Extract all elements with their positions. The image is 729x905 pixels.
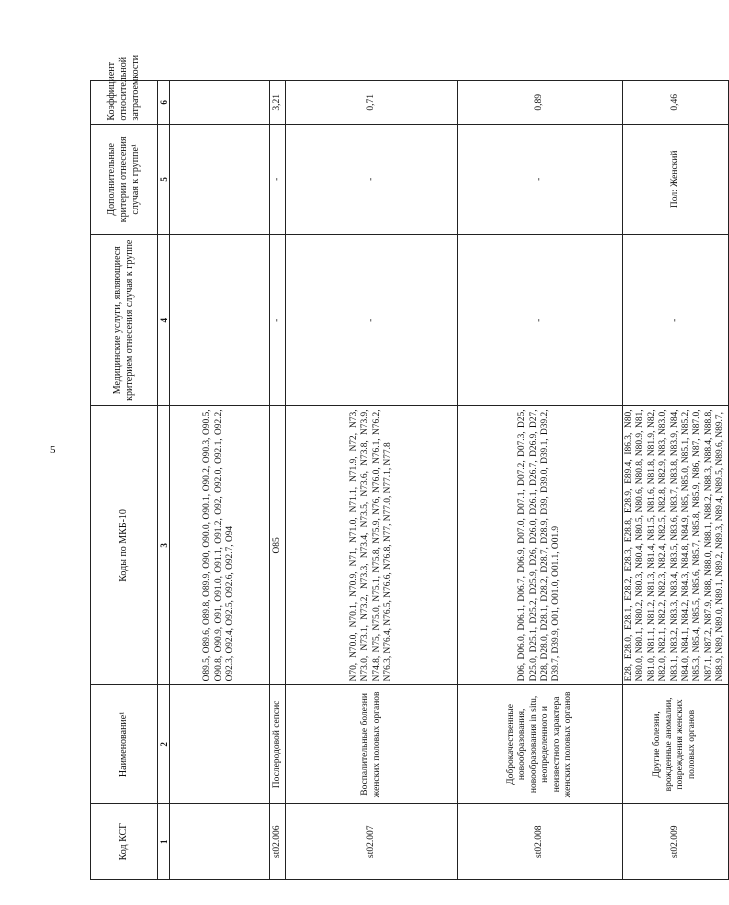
ksg-code: st02.007 [286, 804, 458, 880]
header-row [91, 81, 158, 880]
services: - [623, 235, 729, 406]
table-row [170, 81, 270, 880]
table-row [623, 81, 729, 880]
ksg-name: Доброкачественные новообразования, новообразования in situ, неопределенного и неизвестного характера женских половых органов [458, 685, 623, 804]
ksg-code [170, 804, 270, 880]
header-code: Код КСГ [91, 804, 158, 880]
ksg-code: st02.006 [270, 804, 286, 880]
column-number: 4 [158, 235, 170, 406]
header-criteria: Дополнительные критерии отнесения случая к группе¹ [91, 124, 158, 234]
services: - [458, 235, 623, 406]
column-number-row [158, 81, 170, 880]
criteria: - [286, 124, 458, 234]
column-number: 3 [158, 406, 170, 685]
column-number: 1 [158, 804, 170, 880]
ksg-name [170, 685, 270, 804]
services: - [286, 235, 458, 406]
column-number: 2 [158, 685, 170, 804]
ksg-code: st02.009 [623, 804, 729, 880]
header-name: Наименование¹ [91, 685, 158, 804]
icd-codes: E28, E28.0, E28.1, E28.2, E28.3, E28.8, E28.9, E89.4, I86.3, N80, N80.0, N80.1, N80.2, N80.3, N80.4, N80.5, N80.6, N80.8, N80.9, N81, N81.0, N81.1, N81.2, N81.3, N81.4, N81.5, N81.6, N81.8, N81.9, N82, N82.0, N82.1, N82.2, N82.3, N82.4, N82.5, N82.8, N82.9, N83, N83.0, N83.1, N83.2, N83.3, N83.4, N83.5, N83.6, N83.7, N83.8, N83.9, N84, N84.0, N84.1, N84.2, N84.3, N84.8, N84.9, N85, N85.0, N85.1, N85.2, N85.3, N85.4, N85.5, N85.6, N85.7, N85.8, N85.9, N86, N87, N87.0, N87.1, N87.2, N87.9, N88, N88.0, N88.1, N88.2, N88.3, N88.4, N88.8, N88.9, N89, N89.0, N89.1, N89.2, N89.3, N89.4, N89.5, N89.6, N89.7, [623, 406, 729, 685]
icd-codes: O89.5, O89.6, O89.8, O89.9, O90, O90.0, O90.1, O90.2, O90.3, O90.5, O90.8, O90.9, O91, O91.0, O91.1, O91.2, O92, O92.0, O92.1, O92.2, O92.3, O92.4, O92.5, O92.6, O92.7, O94 [170, 406, 270, 685]
table-row [270, 81, 286, 880]
criteria [170, 124, 270, 234]
coefficient: 0,46 [623, 81, 729, 125]
table-row [286, 81, 458, 880]
icd-codes: N70, N70.0, N70.1, N70.9, N71, N71.0, N71.1, N71.9, N72, N73, N73.0, N73.1, N73.2, N73.3, N73.4, N73.5, N73.6, N73.8, N73.9, N74.8, N75, N75.0, N75.1, N75.8, N75.9, N76, N76.0, N76.1, N76.2, N76.3, N76.4, N76.5, N76.6, N76.8, N77, N77.0, N77.1, N77.8 [286, 406, 458, 685]
table-row [458, 81, 623, 880]
criteria: - [270, 124, 286, 234]
icd-codes: O85 [270, 406, 286, 685]
header-coef: Коэффициент относительной затратоемкости [91, 81, 158, 125]
rotated-table-container [90, 54, 726, 880]
column-number: 6 [158, 81, 170, 125]
criteria: Пол: Женский [623, 124, 729, 234]
header-services: Медицинские услуги, являющиеся критерием отнесения случая к группе [91, 235, 158, 406]
ksg-table [90, 54, 729, 880]
page-number: 5 [50, 444, 56, 456]
ksg-name: Другие болезни, врожденные аномалии, повреждения женских половых органов [623, 685, 729, 804]
icd-codes: D06, D06.0, D06.1, D06.7, D06.9, D07.0, D07.1, D07.2, D07.3, D25, D25.0, D25.1, D25.2, D25.9, D26, D26.0, D26.1, D26.7, D26.9, D27, D28, D28.0, D28.1, D28.2, D28.7, D28.9, D39, D39.0, D39.1, D39.2, D39.7, D39.9, O01, O01.0, O01.1, O01.9 [458, 406, 623, 685]
ksg-code: st02.008 [458, 804, 623, 880]
coefficient: 0,89 [458, 81, 623, 125]
coefficient: 3,21 [270, 81, 286, 125]
coefficient: 0,71 [286, 81, 458, 125]
services [170, 235, 270, 406]
coefficient [170, 81, 270, 125]
header-icd: Коды по МКБ-10 [91, 406, 158, 685]
column-number: 5 [158, 124, 170, 234]
ksg-name: Послеродовой сепсис [270, 685, 286, 804]
criteria: - [458, 124, 623, 234]
ksg-name: Воспалительные болезни женских половых органов [286, 685, 458, 804]
services: - [270, 235, 286, 406]
